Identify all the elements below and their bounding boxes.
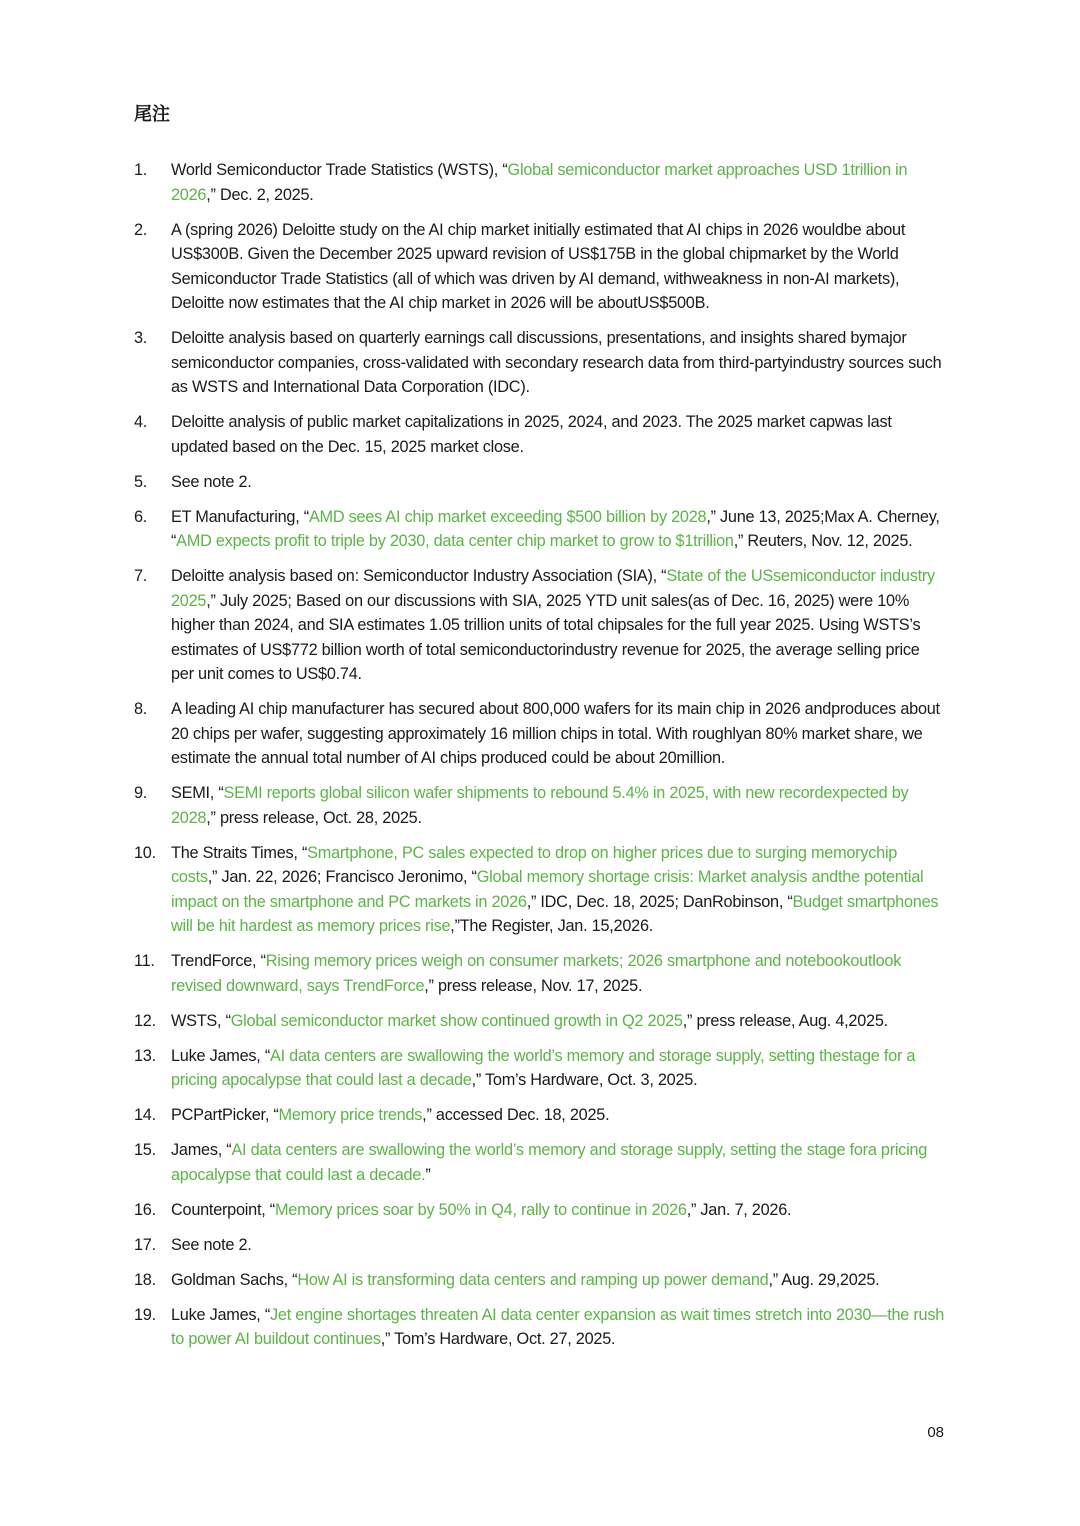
endnote-number: 17. bbox=[134, 1235, 156, 1254]
endnote-text bbox=[171, 567, 935, 683]
endnote-item bbox=[134, 841, 946, 939]
endnote-text-segment: ,” accessed Dec. 18, 2025. bbox=[422, 1106, 610, 1124]
endnote-text-segment: See note 2. bbox=[171, 472, 252, 491]
endnote-text bbox=[171, 508, 940, 551]
endnote-text bbox=[171, 1047, 915, 1090]
endnote-text-segment: ,” press release, Nov. 17, 2025. bbox=[424, 976, 643, 995]
endnote-number: 19. bbox=[134, 1305, 156, 1324]
endnote-text bbox=[171, 1201, 791, 1219]
endnote-number: 2. bbox=[134, 220, 148, 239]
endnote-text-segment: ,” Jan. 7, 2026. bbox=[686, 1200, 792, 1219]
endnote-text-segment: See note 2. bbox=[171, 1235, 252, 1254]
endnote-text-segment: A (spring 2026) Deloitte study on the AI chip market initially estimated that AI chips in 2026 wouldbe about US$300B. Given the December 2025 upward revision of US$175B in the global chipmarket by the World Semiconductor Trade Statistics (all of which was driven by AI demand, withweakness in non-AI markets), Deloitte now estimates that the AI chip market in 2026 will be aboutUS$500B. bbox=[171, 220, 906, 312]
endnote-text-segment: Luke James, “ bbox=[171, 1046, 271, 1065]
endnote-item bbox=[134, 1233, 946, 1258]
endnote-link[interactable]: Smartphone, PC sales expected to drop on higher prices due to surging memorychip costs bbox=[171, 843, 898, 886]
endnote-text bbox=[171, 700, 940, 767]
endnote-item bbox=[134, 949, 946, 998]
endnote-item bbox=[134, 470, 946, 495]
endnote-text-segment: ,” June 13, 2025;Max A. Cherney, “ bbox=[171, 507, 940, 550]
endnote-number: 13. bbox=[134, 1046, 156, 1065]
endnote-text bbox=[171, 952, 901, 995]
endnote-link[interactable]: Memory prices soar by 50% in Q4, rally to continue in 2026 bbox=[274, 1200, 687, 1219]
endnote-number: 18. bbox=[134, 1270, 156, 1289]
endnote-item bbox=[134, 1044, 946, 1093]
endnote-text-segment: Deloitte analysis of public market capitalizations in 2025, 2024, and 2023. The 2025 market capwas last updated based on the Dec. 15, 2025 market close. bbox=[171, 413, 892, 456]
endnote-item bbox=[134, 1303, 946, 1352]
endnote-item bbox=[134, 1268, 946, 1293]
endnote-text bbox=[171, 784, 908, 827]
endnote-item bbox=[134, 697, 946, 771]
endnote-link[interactable]: How AI is transforming data centers and ramping up power demand bbox=[297, 1270, 769, 1289]
endnote-item bbox=[134, 781, 946, 830]
endnote-link[interactable]: AMD sees AI chip market exceeding $500 billion by 2028 bbox=[308, 507, 707, 526]
endnote-number: 1. bbox=[134, 161, 148, 179]
endnote-number: 12. bbox=[134, 1011, 156, 1030]
endnote-text-segment: PCPartPicker, “ bbox=[171, 1106, 279, 1124]
endnote-text-segment: ,” Tom’s Hardware, Oct. 3, 2025. bbox=[471, 1071, 698, 1089]
endnote-text-segment: WSTS, “ bbox=[171, 1011, 231, 1030]
endnote-item bbox=[134, 1198, 946, 1223]
endnote-text-segment: Goldman Sachs, “ bbox=[171, 1270, 298, 1289]
endnote-link[interactable]: Global semiconductor market approaches USD 1trillion in 2026 bbox=[171, 161, 908, 204]
endnote-number: 10. bbox=[134, 843, 156, 862]
endnote-item bbox=[134, 564, 946, 687]
endnote-item bbox=[134, 1103, 946, 1128]
endnote-text bbox=[171, 221, 905, 313]
endnote-text-segment: A leading AI chip manufacturer has secured about 800,000 wafers for its main chip in 2026 andproduces about 20 chips per wafer, suggesting approximately 16 million chips in total. With roughlyan 80% market share, we estimate the annual total number of AI chips produced could be about 20million. bbox=[171, 700, 940, 767]
endnote-text bbox=[171, 1106, 609, 1124]
endnote-text-segment: The Straits Times, “ bbox=[171, 843, 308, 862]
endnote-text-segment: ,” Dec. 2, 2025. bbox=[206, 185, 314, 204]
endnote-text-segment: ” bbox=[425, 1165, 431, 1184]
endnote-text-segment: ,” IDC, Dec. 18, 2025; DanRobinson, “ bbox=[526, 892, 793, 911]
endnote-link[interactable]: AI data centers are swallowing the world’s memory and storage supply, setting the stage fora pricing apocalypse that could last a decade. bbox=[171, 1141, 928, 1184]
endnote-text-segment: ,” Reuters, Nov. 12, 2025. bbox=[733, 532, 913, 550]
endnote-item bbox=[134, 505, 946, 554]
endnote-link[interactable]: Budget smartphones will be hit hardest as memory prices rise bbox=[171, 892, 939, 935]
endnote-text bbox=[171, 1236, 252, 1254]
endnote-text bbox=[171, 1271, 879, 1289]
endnote-number: 9. bbox=[134, 784, 148, 802]
endnote-text-segment: SEMI, “ bbox=[171, 784, 224, 802]
endnote-text-segment: TrendForce, “ bbox=[171, 952, 266, 970]
endnote-text-segment: Luke James, “ bbox=[171, 1305, 271, 1324]
endnote-item bbox=[134, 326, 946, 400]
endnote-number: 4. bbox=[134, 413, 148, 431]
endnote-item bbox=[134, 158, 946, 207]
endnote-text bbox=[171, 329, 941, 396]
page-heading: 尾注 bbox=[134, 104, 170, 125]
endnote-number: 6. bbox=[134, 507, 148, 526]
endnote-text bbox=[171, 1012, 888, 1030]
endnote-item bbox=[134, 1009, 946, 1034]
endnote-link[interactable]: State of the USsemiconductor industry 2025 bbox=[171, 567, 935, 610]
endnote-text-segment: ,” Jan. 22, 2026; Francisco Jeronimo, “ bbox=[207, 868, 477, 886]
endnote-text bbox=[171, 413, 892, 456]
endnote-link[interactable]: SEMI reports global silicon wafer shipments to rebound 5.4% in 2025, with new recordexpected by 2028 bbox=[171, 784, 909, 827]
endnote-text-segment: Deloitte analysis based on quarterly earnings call discussions, presentations, and insights shared bymajor semiconductor companies, cross-validated with secondary research data from third-partyindustry sources such as WSTS and International Data Corporation (IDC). bbox=[171, 329, 942, 396]
endnote-link[interactable]: Rising memory prices weigh on consumer markets; 2026 smartphone and notebookoutlook revised downward, says TrendForce bbox=[171, 952, 902, 995]
endnote-text bbox=[171, 1141, 927, 1184]
endnote-number: 16. bbox=[134, 1200, 156, 1219]
endnote-number: 3. bbox=[134, 329, 148, 347]
endnote-text-segment: World Semiconductor Trade Statistics (WSTS), “ bbox=[171, 161, 508, 179]
endnote-text-segment: ,” press release, Aug. 4,2025. bbox=[682, 1011, 888, 1030]
endnote-text-segment: Deloitte analysis based on: Semiconductor Industry Association (SIA), “ bbox=[171, 567, 667, 585]
endnote-link[interactable]: Jet engine shortages threaten AI data center expansion as wait times stretch into 2030—the rush to power AI buildout continues bbox=[171, 1305, 945, 1348]
endnote-text bbox=[171, 844, 938, 936]
endnote-link[interactable]: Global semiconductor market show continued growth in Q2 2025 bbox=[230, 1011, 683, 1030]
endnote-text-segment: Counterpoint, “ bbox=[171, 1200, 275, 1219]
endnote-number: 5. bbox=[134, 472, 148, 491]
endnote-number: 11. bbox=[134, 952, 155, 970]
endnote-text bbox=[171, 161, 907, 204]
endnote-text-segment: ,” press release, Oct. 28, 2025. bbox=[206, 808, 422, 827]
endnote-text-segment: James, “ bbox=[171, 1141, 232, 1159]
endnote-item bbox=[134, 410, 946, 459]
endnote-number: 8. bbox=[134, 700, 148, 718]
page-number: 08 bbox=[927, 1424, 944, 1441]
endnote-number: 15. bbox=[134, 1141, 156, 1159]
endnote-text-segment: ,” Aug. 29,2025. bbox=[768, 1270, 880, 1289]
endnote-text-segment: ,”The Register, Jan. 15,2026. bbox=[450, 917, 654, 935]
endnote-text-segment: ET Manufacturing, “ bbox=[171, 507, 309, 526]
endnote-item bbox=[134, 1138, 946, 1187]
endnotes-list bbox=[134, 158, 946, 1362]
endnote-link[interactable]: AMD expects profit to triple by 2030, data center chip market to grow to $1trillion bbox=[176, 532, 734, 550]
endnote-text bbox=[171, 1306, 944, 1349]
endnote-number: 7. bbox=[134, 567, 148, 585]
endnote-text-segment: ,” July 2025; Based on our discussions with SIA, 2025 YTD unit sales(as of Dec. 16, 2025) were 10% higher than 2024, and SIA estimates 1.05 trillion units of total chipsales for the full year 2025. Using WSTS’s estimates of US$772 billion worth of total semiconductorindustry revenue for 2025, the average selling price per unit comes to US$0.74. bbox=[171, 591, 921, 683]
endnote-link[interactable]: Memory price trends bbox=[278, 1106, 423, 1124]
endnote-link[interactable]: AI data centers are swallowing the world’s memory and storage supply, setting thestage for a pricing apocalypse that could last a decade bbox=[171, 1046, 916, 1089]
endnote-text bbox=[171, 473, 252, 491]
endnote-item bbox=[134, 218, 946, 316]
endnote-text-segment: ,” Tom’s Hardware, Oct. 27, 2025. bbox=[380, 1330, 616, 1348]
endnote-number: 14. bbox=[134, 1106, 156, 1124]
endnote-link[interactable]: Global memory shortage crisis: Market analysis andthe potential impact on the smartphone and PC markets in 2026 bbox=[171, 868, 924, 911]
